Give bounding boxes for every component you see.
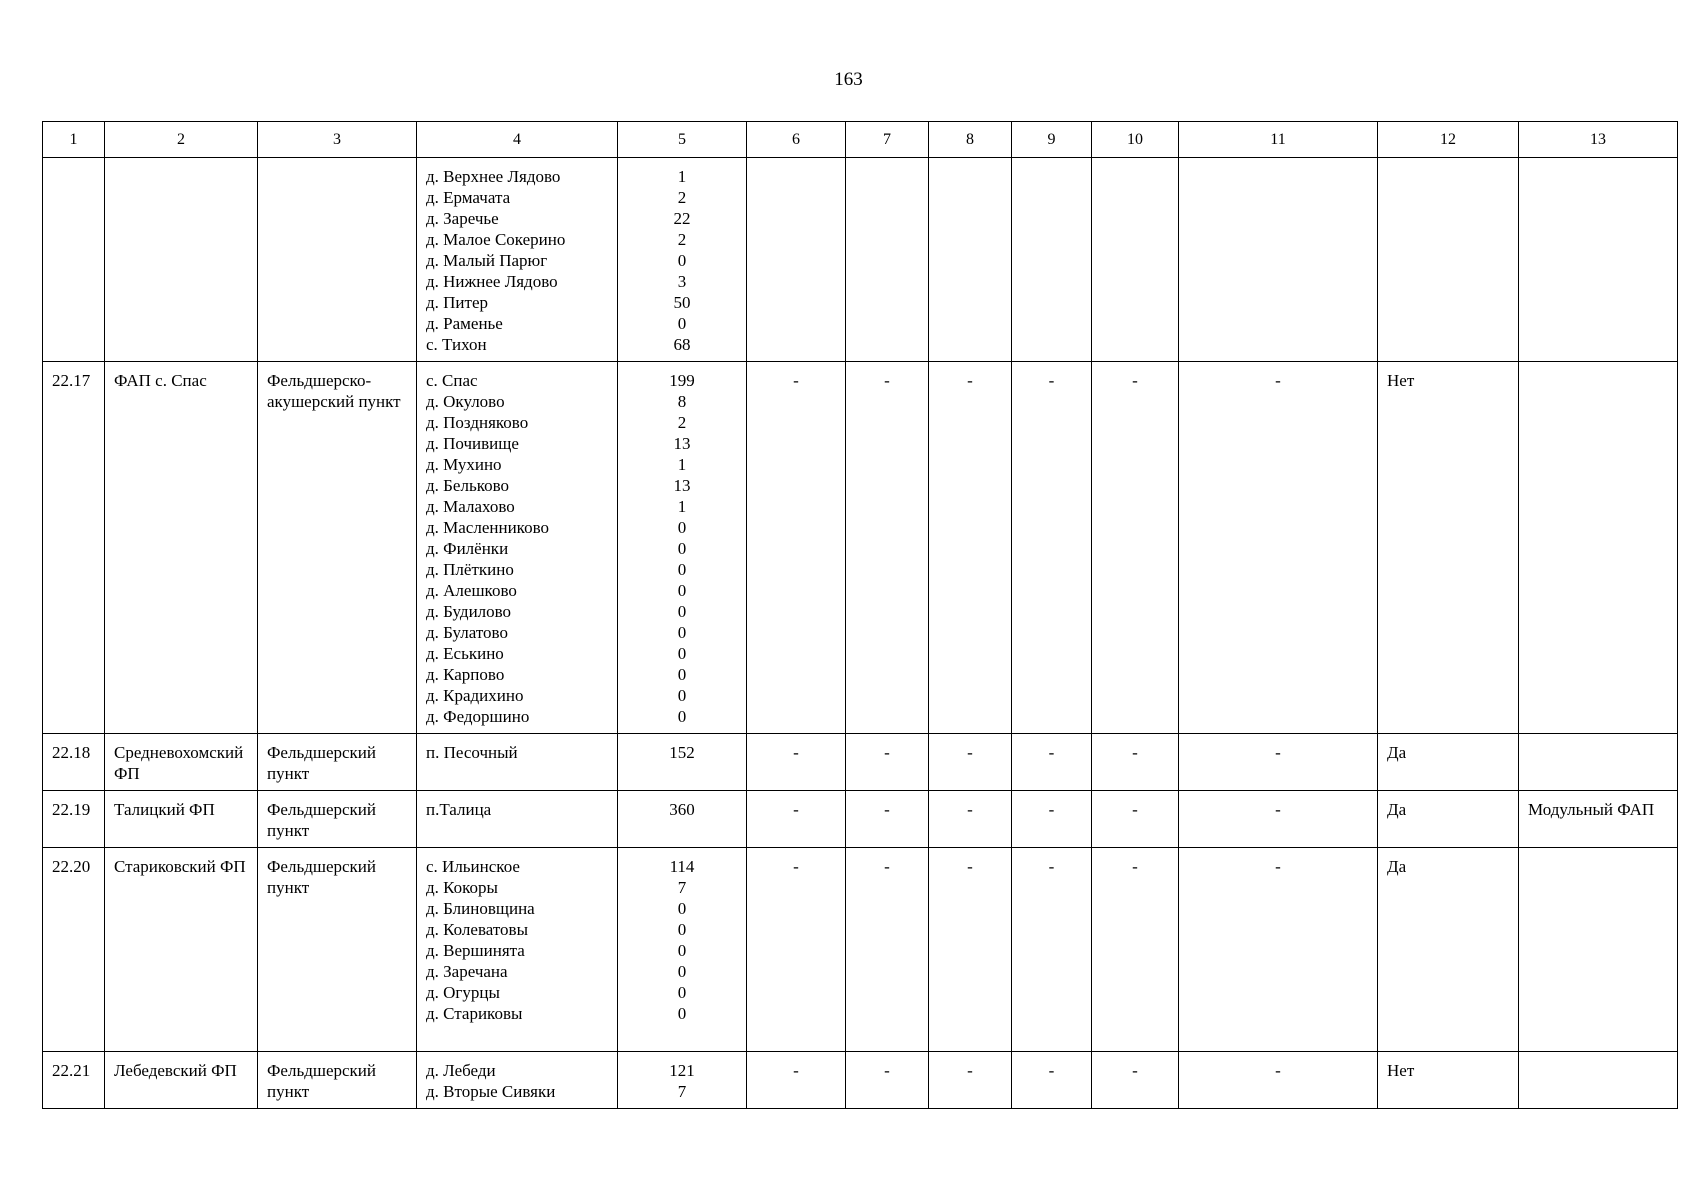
table-row [43, 791, 1678, 848]
population-count: 360 [669, 800, 695, 819]
cell-facility-type [258, 158, 417, 362]
cell-c6 [747, 158, 846, 362]
value-c7: - [884, 371, 890, 390]
cell-c8 [929, 734, 1012, 791]
facilities-table [42, 121, 1678, 1109]
cell-population [618, 791, 747, 848]
value-c9: - [1048, 371, 1055, 390]
cell-c8 [929, 848, 1012, 1052]
settlement-name: д. Будилово [426, 602, 512, 621]
cell-c6 [747, 791, 846, 848]
facility-type: Фельдшерский пункт [267, 1061, 376, 1101]
column-header: 10 [1092, 122, 1179, 158]
cell-c11 [1179, 362, 1378, 734]
column-header: 12 [1378, 122, 1519, 158]
cell-c11 [1179, 734, 1378, 791]
settlement-name: д. Алешково [426, 581, 517, 600]
population-count: 0 [677, 941, 687, 960]
table-row [43, 158, 1678, 362]
header-row [43, 122, 1678, 158]
cell-population [618, 734, 747, 791]
cell-population [618, 848, 747, 1052]
value-c8: - [967, 857, 973, 876]
cell-c8 [929, 1052, 1012, 1109]
population-count: 2 [677, 230, 687, 249]
cell-facility-name [105, 362, 258, 734]
settlement-name: п. Песочный [426, 743, 518, 762]
value-c7: - [884, 800, 890, 819]
cell-settlements [417, 158, 618, 362]
population-count: 0 [677, 983, 687, 1002]
facility-name: Средневохомский ФП [114, 743, 244, 783]
population-count: 3 [677, 272, 687, 291]
value-c6: - [793, 1061, 799, 1080]
settlement-name: д. Раменье [426, 314, 503, 333]
cell-c10 [1092, 734, 1179, 791]
value-c8: - [967, 371, 973, 390]
cell-c12 [1378, 848, 1519, 1052]
value-c12: Да [1387, 857, 1407, 876]
facility-name: Талицкий ФП [114, 800, 215, 819]
facility-type: Фельдшерский пункт [267, 800, 376, 840]
cell-settlements [417, 362, 618, 734]
value-c11: - [1275, 743, 1281, 762]
settlement-name: д. Федоршино [426, 707, 530, 726]
settlement-name: д. Булатово [426, 623, 508, 642]
cell-c10 [1092, 848, 1179, 1052]
table-row [43, 848, 1678, 1052]
cell-c12 [1378, 734, 1519, 791]
column-header: 5 [618, 122, 747, 158]
population-count: 1 [677, 167, 687, 186]
cell-c6 [747, 1052, 846, 1109]
settlement-name: д. Карпово [426, 665, 505, 684]
population-count: 2 [677, 188, 687, 207]
column-header: 7 [846, 122, 929, 158]
cell-settlements [417, 791, 618, 848]
population-count: 7 [677, 878, 687, 897]
cell-population [618, 1052, 747, 1109]
settlement-name: д. Верхнее Лядово [426, 167, 561, 186]
cell-c7 [846, 791, 929, 848]
cell-c9 [1012, 791, 1092, 848]
settlement-name: д. Окулово [426, 392, 505, 411]
cell-c13 [1519, 1052, 1678, 1109]
settlement-name: д. Лебеди [426, 1061, 496, 1080]
population-count: 0 [677, 314, 687, 333]
cell-c11 [1179, 158, 1378, 362]
population-count: 7 [677, 1082, 687, 1101]
value-c13: Модульный ФАП [1528, 800, 1655, 819]
population-count: 0 [677, 962, 687, 981]
settlement-name: д. Блиновщина [426, 899, 535, 918]
cell-c13 [1519, 734, 1678, 791]
population-count: 0 [677, 602, 687, 621]
settlement-name: д. Огурцы [426, 983, 500, 1002]
settlement-name: д. Заречье [426, 209, 499, 228]
population-count: 22 [673, 209, 691, 228]
settlement-name: д. Питер [426, 293, 488, 312]
settlement-name: с. Ильинское [426, 857, 520, 876]
row-number: 22.17 [52, 371, 91, 390]
cell-c10 [1092, 158, 1179, 362]
population-count: 8 [677, 392, 687, 411]
value-c8: - [967, 743, 973, 762]
population-count: 0 [677, 581, 687, 600]
cell-c13 [1519, 791, 1678, 848]
cell-number [43, 734, 105, 791]
population-count: 199 [669, 371, 695, 390]
column-header: 3 [258, 122, 417, 158]
cell-facility-type [258, 848, 417, 1052]
settlement-name: д. Масленниково [426, 518, 549, 537]
population-count: 13 [673, 434, 691, 453]
settlement-name: д. Колеватовы [426, 920, 529, 939]
column-header: 8 [929, 122, 1012, 158]
cell-c12 [1378, 791, 1519, 848]
population-count: 1 [677, 455, 687, 474]
settlement-name: д. Поздняково [426, 413, 529, 432]
value-c6: - [793, 371, 799, 390]
cell-c13 [1519, 362, 1678, 734]
row-number: 22.21 [52, 1061, 91, 1080]
cell-c9 [1012, 362, 1092, 734]
population-count: 114 [669, 857, 695, 876]
cell-c9 [1012, 158, 1092, 362]
value-c9: - [1048, 857, 1055, 876]
row-number: 22.20 [52, 857, 91, 876]
cell-c9 [1012, 848, 1092, 1052]
settlement-name: д. Плёткино [426, 560, 514, 579]
value-c11: - [1275, 857, 1281, 876]
value-c7: - [884, 1061, 890, 1080]
cell-c6 [747, 734, 846, 791]
population-count: 50 [673, 293, 691, 312]
column-header: 13 [1519, 122, 1678, 158]
cell-c10 [1092, 1052, 1179, 1109]
value-c9: - [1048, 743, 1055, 762]
settlement-name: д. Крадихино [426, 686, 524, 705]
cell-c8 [929, 158, 1012, 362]
value-c12: Нет [1387, 1061, 1415, 1080]
value-c9: - [1048, 1061, 1055, 1080]
settlement-name: д. Еськино [426, 644, 504, 663]
cell-facility-name [105, 734, 258, 791]
row-number: 22.18 [52, 743, 91, 762]
cell-c11 [1179, 791, 1378, 848]
population-count: 0 [677, 539, 687, 558]
population-count: 0 [677, 665, 687, 684]
value-c6: - [793, 743, 799, 762]
table-row [43, 1052, 1678, 1109]
cell-number [43, 1052, 105, 1109]
settlement-name: д. Малахово [426, 497, 515, 516]
settlement-name: д. Вершинята [426, 941, 525, 960]
cell-c9 [1012, 734, 1092, 791]
cell-facility-name [105, 848, 258, 1052]
column-header: 1 [43, 122, 105, 158]
facility-name: Лебедевский ФП [114, 1061, 237, 1080]
settlement-name: с. Спас [426, 371, 478, 390]
cell-number [43, 158, 105, 362]
population-count: 0 [677, 707, 687, 726]
facility-type: Фельдшерский пункт [267, 743, 376, 783]
population-count: 0 [677, 623, 687, 642]
cell-facility-name [105, 791, 258, 848]
population-count: 0 [677, 518, 687, 537]
cell-population [618, 158, 747, 362]
cell-number [43, 362, 105, 734]
table-row [43, 734, 1678, 791]
cell-c7 [846, 848, 929, 1052]
value-c6: - [793, 800, 799, 819]
settlement-name: д. Почивище [426, 434, 519, 453]
population-count: 0 [677, 920, 687, 939]
cell-c11 [1179, 1052, 1378, 1109]
cell-c10 [1092, 791, 1179, 848]
cell-c8 [929, 791, 1012, 848]
cell-c11 [1179, 848, 1378, 1052]
population-count: 0 [677, 686, 687, 705]
value-c10: - [1132, 800, 1138, 819]
page-number: 163 [834, 69, 863, 90]
facility-name: ФАП с. Спас [114, 371, 207, 390]
column-header: 4 [417, 122, 618, 158]
cell-c7 [846, 1052, 929, 1109]
population-count: 0 [677, 899, 687, 918]
value-c7: - [884, 743, 890, 762]
population-count: 121 [669, 1061, 695, 1080]
cell-c12 [1378, 1052, 1519, 1109]
cell-population [618, 362, 747, 734]
cell-settlements [417, 848, 618, 1052]
settlement-name: д. Филёнки [426, 539, 509, 558]
population-count: 13 [673, 476, 691, 495]
settlement-name: д. Вторые Сивяки [426, 1082, 556, 1101]
value-c6: - [793, 857, 799, 876]
facility-name: Стариковский ФП [114, 857, 246, 876]
table-row [43, 362, 1678, 734]
value-c12: Да [1387, 743, 1407, 762]
population-count: 0 [677, 1004, 687, 1023]
settlement-name: д. Малое Сокерино [426, 230, 566, 249]
facility-type: Фельдшерско-акушерский пункт [267, 371, 401, 411]
settlement-name: д. Бельково [426, 476, 509, 495]
settlement-name: д. Стариковы [426, 1004, 523, 1023]
cell-c6 [747, 848, 846, 1052]
cell-c12 [1378, 362, 1519, 734]
value-c10: - [1132, 857, 1138, 876]
population-count: 1 [677, 497, 687, 516]
column-header: 6 [747, 122, 846, 158]
cell-number [43, 848, 105, 1052]
cell-c12 [1378, 158, 1519, 362]
cell-c7 [846, 362, 929, 734]
population-count: 0 [677, 560, 687, 579]
facility-type: Фельдшерский пункт [267, 857, 376, 897]
settlement-name: д. Мухино [426, 455, 502, 474]
cell-c7 [846, 158, 929, 362]
column-header: 11 [1179, 122, 1378, 158]
cell-c6 [747, 362, 846, 734]
value-c12: Да [1387, 800, 1407, 819]
cell-c13 [1519, 848, 1678, 1052]
settlement-name: д. Кокоры [426, 878, 498, 897]
population-count: 0 [677, 251, 687, 270]
population-count: 2 [677, 413, 687, 432]
cell-c10 [1092, 362, 1179, 734]
cell-facility-name [105, 1052, 258, 1109]
settlement-name: д. Нижнее Лядово [426, 272, 558, 291]
row-number: 22.19 [52, 800, 91, 819]
value-c10: - [1132, 743, 1138, 762]
settlement-name: д. Заречана [426, 962, 508, 981]
column-header: 9 [1012, 122, 1092, 158]
settlement-name: п.Талица [426, 800, 492, 819]
column-header: 2 [105, 122, 258, 158]
cell-settlements [417, 1052, 618, 1109]
population-count: 0 [677, 644, 687, 663]
value-c10: - [1132, 371, 1138, 390]
cell-c7 [846, 734, 929, 791]
cell-c13 [1519, 158, 1678, 362]
value-c7: - [884, 857, 890, 876]
value-c11: - [1275, 1061, 1281, 1080]
cell-facility-type [258, 734, 417, 791]
value-c12: Нет [1387, 371, 1415, 390]
cell-c9 [1012, 1052, 1092, 1109]
cell-facility-type [258, 791, 417, 848]
value-c8: - [967, 800, 973, 819]
cell-c8 [929, 362, 1012, 734]
cell-facility-name [105, 158, 258, 362]
value-c9: - [1048, 800, 1055, 819]
cell-settlements [417, 734, 618, 791]
cell-facility-type [258, 1052, 417, 1109]
value-c8: - [967, 1061, 973, 1080]
settlement-name: д. Малый Парюг [426, 251, 548, 270]
value-c11: - [1275, 800, 1281, 819]
settlement-name: д. Ермачата [426, 188, 511, 207]
cell-facility-type [258, 362, 417, 734]
population-count: 152 [669, 743, 695, 762]
settlement-name: с. Тихон [426, 335, 487, 354]
value-c11: - [1275, 371, 1281, 390]
value-c10: - [1132, 1061, 1138, 1080]
population-count: 68 [673, 335, 691, 354]
cell-number [43, 791, 105, 848]
